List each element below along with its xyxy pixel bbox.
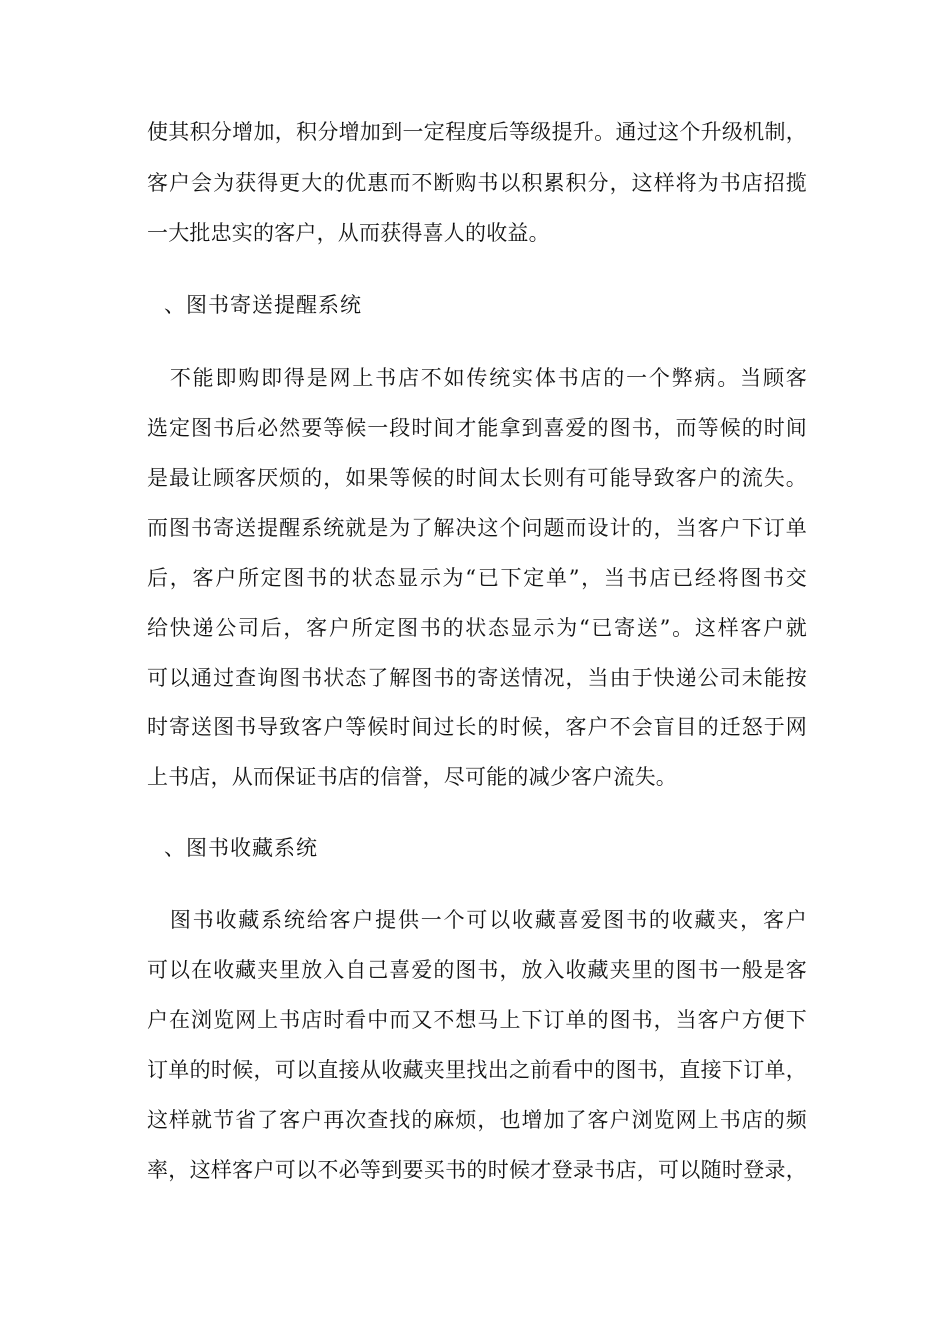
paragraph-line: 可以在收藏夹里放入自己喜爱的图书，放入收藏夹里的图书一般是客 (147, 958, 807, 982)
section-heading-book-delivery: 、图书寄送提醒系统 (164, 293, 362, 317)
paragraph-line: 使其积分增加，积分增加到一定程度后等级提升。通过这个升级机制， (147, 120, 807, 144)
paragraph-line: 时寄送图书导致客户等候时间过长的时候，客户不会盲目的迁怒于网 (147, 715, 807, 739)
paragraph-line: 给快递公司后，客户所定图书的状态显示为“已寄送”。这样客户就 (147, 616, 807, 640)
paragraph-line: 户在浏览网上书店时看中而又不想马上下订单的图书，当客户方便下 (147, 1008, 807, 1032)
section-heading-book-favorites: 、图书收藏系统 (164, 836, 318, 860)
paragraph-line: 不能即购即得是网上书店不如传统实体书店的一个弊病。当顾客 (147, 366, 807, 390)
paragraph-line: 是最让顾客厌烦的，如果等候的时间太长则有可能导致客户的流失。 (147, 466, 807, 490)
paragraph-line: 可以通过查询图书状态了解图书的寄送情况，当由于快递公司未能按 (147, 666, 807, 690)
paragraph-line: 后，客户所定图书的状态显示为“已下定单”，当书店已经将图书交 (147, 566, 807, 590)
paragraph-line: 订单的时候，可以直接从收藏夹里找出之前看中的图书，直接下订单， (147, 1058, 807, 1082)
paragraph-line: 客户会为获得更大的优惠而不断购书以积累积分，这样将为书店招揽 (147, 171, 807, 195)
paragraph-line: 图书收藏系统给客户提供一个可以收藏喜爱图书的收藏夹，客户 (147, 908, 807, 932)
paragraph-line: 这样就节省了客户再次查找的麻烦，也增加了客户浏览网上书店的频 (147, 1108, 807, 1132)
paragraph-line: 而图书寄送提醒系统就是为了解决这个问题而设计的，当客户下订单 (147, 516, 807, 540)
paragraph-line: 一大批忠实的客户，从而获得喜人的收益。 (147, 221, 550, 245)
paragraph-line: 上书店，从而保证书店的信誉，尽可能的减少客户流失。 (147, 765, 677, 789)
paragraph-line: 率，这样客户可以不必等到要买书的时候才登录书店，可以随时登录， (147, 1158, 807, 1182)
paragraph-line: 选定图书后必然要等候一段时间才能拿到喜爱的图书，而等候的时间 (147, 416, 807, 440)
